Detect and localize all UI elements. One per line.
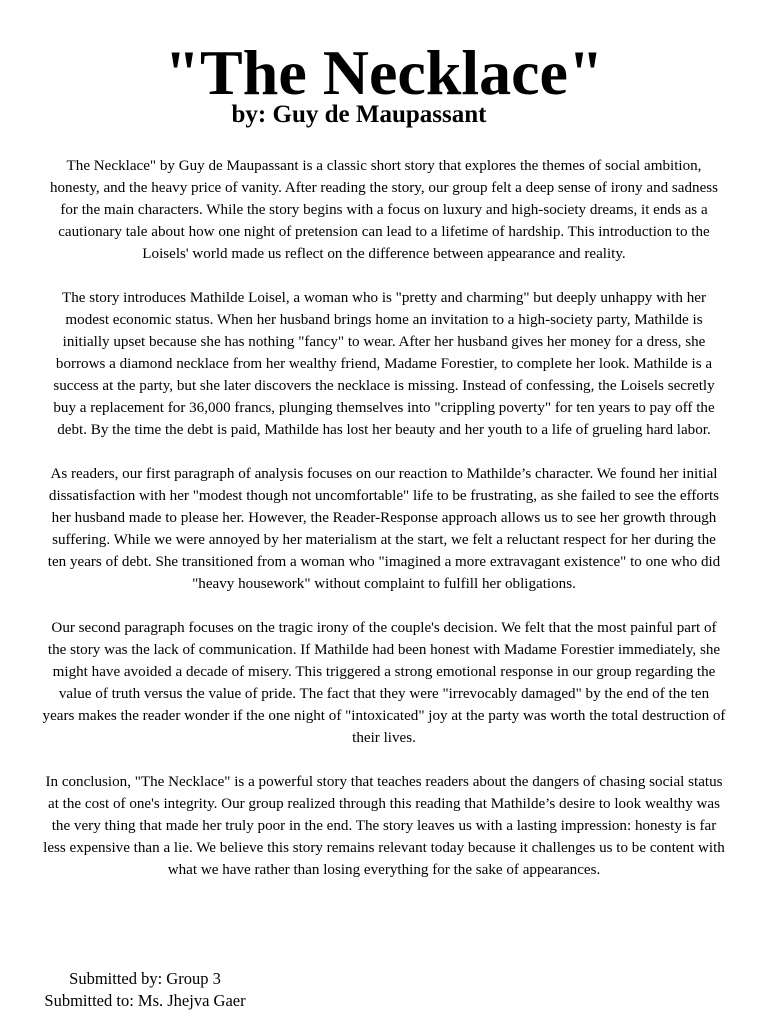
essay-body [42,155,726,903]
submission-info [0,968,290,1012]
submitted-to: Submitted to: Ms. Jhejva Gaer [44,991,246,1010]
paragraph-summary: The story introduces Mathilde Loisel, a woman who is "pretty and charming" but deeply unhappy with her modest economic status. When her husband brings home an invitation to a high-society party, Mathilde is initially upset because she has nothing "fancy" to wear. After her husband gives her money for a dress, she borrows a diamond necklace from her wealthy friend, Madame Forestier, to complete her look. Mathilde is a success at the party, but she later discovers the necklace is missing. Instead of confessing, the Loisels secretly buy a replacement for 36,000 francs, plunging themselves into "crippling poverty" for ten years to pay off the debt. By the time the debt is paid, Mathilde has lost her beauty and her youth to a life of grueling hard labor. [53,290,715,438]
author-byline: by: Guy de Maupassant [231,101,487,128]
paragraph-introduction: The Necklace" by Guy de Maupassant is a classic short story that explores the themes of social ambition, honesty, and the heavy price of vanity. After reading the story, our group felt a deep sense of irony and sadness for the main characters. While the story begins with a focus on luxury and high-society dreams, it ends as a cautionary tale about how one night of pretension can lead to a lifetime of hardship. This introduction to the Loisels' world made us reflect on the difference between appearance and reality. [49,158,719,262]
document-title: "The Necklace" [164,37,604,108]
submitted-by: Submitted by: Group 3 [69,969,221,988]
paragraph-analysis-one: As readers, our first paragraph of analysis focuses on our reaction to Mathilde’s character. We found her initial dissatisfaction with her "modest though not uncomfortable" life to be frustrating, as she failed to see the efforts her husband made to please her. However, the Reader-Response approach allows us to see her growth through suffering. While we were annoyed by her materialism at the start, we felt a reluctant respect for her during the ten years of debt. She transitioned from a woman who "imagined a more extravagant existence" to one who did "heavy housework" without complaint to fulfill her obligations. [47,466,721,592]
paragraph-conclusion: In conclusion, "The Necklace" is a powerful story that teaches readers about the dangers of chasing social status at the cost of one's integrity. Our group realized through this reading that Mathilde’s desire to look wealthy was the very thing that made her truly poor in the end. The story leaves us with a lasting impression: honesty is far less expensive than a lie. We believe this story remains relevant today because it challenges us to be content with what we have rather than losing everything for the sake of appearances. [43,774,725,878]
paragraph-analysis-two: Our second paragraph focuses on the tragic irony of the couple's decision. We felt that the most painful part of the story was the lack of communication. If Mathilde had been honest with Madame Forestier immediately, she might have avoided a decade of misery. This triggered a strong emotional response in our group regarding the value of truth versus the value of pride. The fact that they were "irrevocably damaged" by the end of the ten years makes the reader wonder if the one night of "intoxicated" joy at the party was worth the total destruction of their lives. [42,620,726,746]
